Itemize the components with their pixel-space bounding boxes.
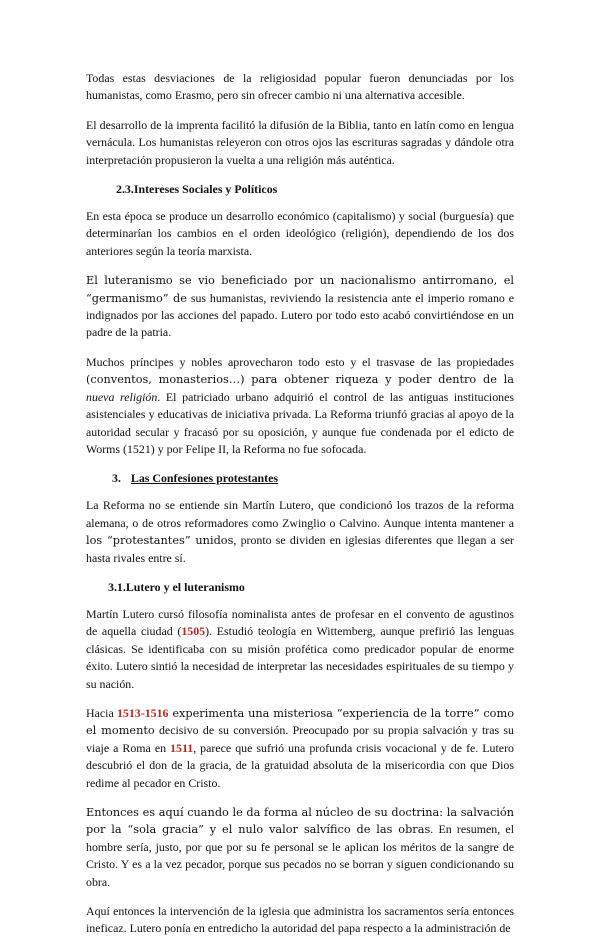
- torre-middle: decisivo de su conversión. Preocupado por su propia salvación y tras su viaje a Roma en: [86, 723, 514, 755]
- principes-start: Muchos príncipes y nobles aprovecharon todo esto y el trasvase de las propiedades: [86, 354, 514, 369]
- paragraph-experiencia-torre: [86, 705, 514, 792]
- year-1505: 1505: [181, 624, 206, 639]
- reforma-rest: , pronto se dividen en iglesias diferentes que llegan a ser hasta rivales entre sí.: [86, 533, 514, 565]
- heading-confesiones-number: 3.: [112, 471, 121, 486]
- paragraph-imprenta: El desarrollo de la imprenta facilitó la difusión de la Biblia, tanto en latín como en lengua vernácula. Los humanistas releyeron con otros ojos las escrituras sagradas y dándole otra interpretación propusieron la vuelta a una religión más auténtica.: [86, 117, 514, 167]
- years-1513-1516: 1513-1516: [116, 705, 169, 720]
- paragraph-nacionalismo: [86, 272, 514, 342]
- heading-intereses-sociales: 2.3.Intereses Sociales y Políticos: [116, 182, 278, 197]
- nacionalismo-highlight: El luteranismo se vio beneficiado por un nacionalismo antirromano, el “germanismo” de: [86, 274, 514, 305]
- paragraph-intervencion-iglesia: Aquí entonces la intervención de la iglesia que administra los sacramentos sería entonces ineficaz. Lutero ponía en entredicho la autoridad del papa respecto a la administración de: [86, 904, 514, 936]
- heading-lutero: 3.1.Lutero y el luteranismo: [108, 579, 245, 594]
- lutero-start: Martín Lutero cursó filosofía nominalista antes de profesar en el convento de agustinos de aquella ciudad (: [86, 606, 514, 639]
- reforma-start: La Reforma no se entiende sin Martín Lutero, que condicionó los trazos de la reforma alemana, o de otros reformadores como Zwinglio o Calvino. Aunque intenta mantener a: [86, 498, 514, 530]
- protestantes-highlight: los “protestantes” unidos: [86, 534, 234, 548]
- torre-start: Hacia: [86, 705, 117, 720]
- heading-confesiones-title: Las Confesiones protestantes: [130, 471, 279, 486]
- paragraph-principes: [86, 354, 514, 458]
- paragraph-desarrollo-economico: En esta época se produce un desarrollo económico (capitalismo) y social (burguesía) que determinarían los cambios en el orden ideológico (religión), dependiendo de los dos anteriores según la teoría marxista.: [86, 209, 514, 258]
- paragraph-lutero-filosofia: [86, 606, 514, 693]
- torre-rest: , parece que sufrió una profunda crisis vocacional y de fe. Lutero descubrió el don de la gracia, de la gratuidad absoluta de la misericordia con que Dios redime al pecador en Cristo.: [86, 740, 514, 790]
- doctrina-highlight: Entonces es aquí cuando le da forma al núcleo de su doctrina: la salvación por la “sola gracia” y el nulo valor salvífico de las obras: [86, 806, 514, 837]
- lutero-rest: ). Estudió teología en Wittemberg, aunque prefirió las lenguas clásicas. Se identificaba con su misión profética como predicador popular de enorme éxito. Lutero sintió la necesidad de interpretar las necesidades espirituales de su tiempo y su nación.: [86, 624, 514, 691]
- principes-highlight: (conventos, monasterios…) para obtener riqueza y poder dentro de la: [86, 373, 514, 387]
- principes-rest: . El patriciado urbano adquirió el control de las antiguas instituciones asistenciales y educativas de iniciativa privada. La Reforma triunfó gracias al apoyo de la autoridad secular y fracasó por su oposición, y aunque fue condenada por el edicto de Worms (1521) y por Felipe II, la Reforma no fue sofocada.: [86, 389, 514, 456]
- paragraph-desviaciones: Todas estas desviaciones de la religiosidad popular fueron denunciadas por los humanistas, como Erasmo, pero sin ofrecer cambio ni una alternativa accesible.: [86, 71, 514, 103]
- nacionalismo-rest: sus humanistas, reviviendo la resistencia ante el imperio romano e indignados por las acciones del papado. Lutero por todo esto acabó convirtiéndose en un padre de la patria.: [86, 290, 514, 340]
- paragraph-reforma: [86, 497, 514, 567]
- year-1511: 1511: [170, 740, 194, 755]
- torre-highlight: experimenta una misteriosa “experiencia de la torre” como el momento: [86, 706, 514, 738]
- nueva-religion-italic: nueva religión: [86, 389, 158, 404]
- doctrina-rest: . En resumen, el hombre sería, justo, por que por su fe personal se le aplican los méritos de la sangre de Cristo. Y es a la vez pecador, porque sus pecados no se borran y siguen condicionando su obra.: [86, 822, 515, 889]
- heading-confesiones: [86, 470, 514, 487]
